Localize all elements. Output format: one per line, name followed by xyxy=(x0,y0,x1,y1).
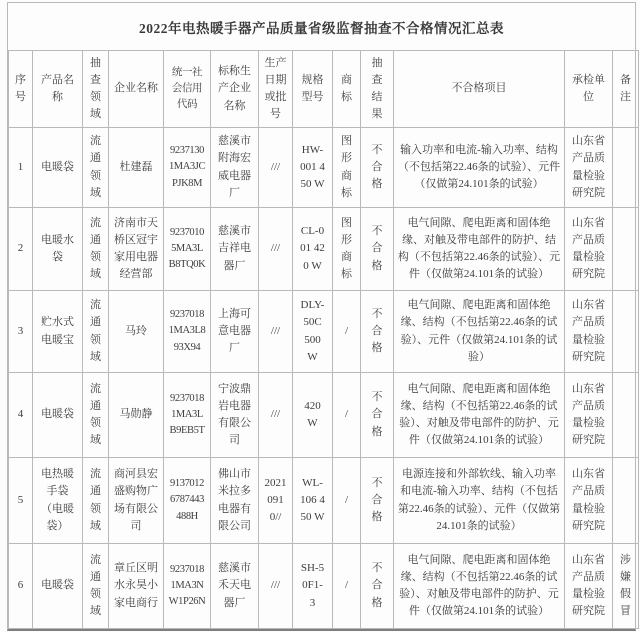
cell-credit-code: 92370181MA3NW1P26N xyxy=(164,544,211,629)
cell-product-name: 贮水式电暖宝 xyxy=(33,291,83,373)
cell-spec-model: DLY-50C 500 W xyxy=(293,291,333,373)
col-header-company-name: 企业名称 xyxy=(109,51,164,128)
cell-failed-items: 电气间隙、爬电距离和固体绝缘、对触及带电部件的防护、结构（不包括第22.46条的试验）、元件（仅做第24.101条的试验） xyxy=(394,208,565,291)
cell-company: 章丘区明水永昊小家电商行 xyxy=(109,544,164,629)
cell-credit-code: 91370126787443488H xyxy=(164,458,211,544)
cell-index: 6 xyxy=(9,544,33,629)
cell-remark xyxy=(613,291,639,373)
page-title: 2022年电热暖手器产品质量省级监督抽查不合格情况汇总表 xyxy=(139,20,504,36)
table-row xyxy=(9,458,639,544)
cell-spec-model: SH-50F1-3 xyxy=(293,544,333,629)
col-header-index: 序号 xyxy=(9,51,33,128)
cell-result: 不合格 xyxy=(361,458,394,544)
cell-index: 4 xyxy=(9,373,33,458)
cell-spec-model: 420 W xyxy=(293,373,333,458)
cell-remark xyxy=(613,373,639,458)
cell-manufacturer: 慈溪市禾天电器厂 xyxy=(211,544,259,629)
table-row xyxy=(9,291,639,373)
cell-trademark: 图形商标 xyxy=(333,208,361,291)
cell-agency: 山东省产品质量检验研究院 xyxy=(565,544,613,629)
cell-product-name: 电热暖手袋（电暖袋） xyxy=(33,458,83,544)
cell-company: 商河县宏盛购物广场有限公司 xyxy=(109,458,164,544)
cell-result: 不合格 xyxy=(361,373,394,458)
table-row xyxy=(9,128,639,208)
cell-company: 马玲 xyxy=(109,291,164,373)
cell-product-name: 电暖袋 xyxy=(33,544,83,629)
summary-table xyxy=(8,50,639,629)
cell-trademark: 图形商标 xyxy=(333,128,361,208)
col-header-trademark: 商标 xyxy=(333,51,361,128)
cell-inspection-field: 流通领域 xyxy=(83,373,109,458)
cell-date-batch: 20210910// xyxy=(259,458,293,544)
cell-result: 不合格 xyxy=(361,208,394,291)
cell-credit-code: 92370181MA3LB9EB5T xyxy=(164,373,211,458)
cell-product-name: 电暖水袋 xyxy=(33,208,83,291)
table-row xyxy=(9,208,639,291)
cell-index: 2 xyxy=(9,208,33,291)
cell-remark xyxy=(613,208,639,291)
cell-failed-items: 电源连接和外部软线、输入功率和电流-输入功率、结构（不包括第22.46条的试验）、元件（仅做第24.101条的试验） xyxy=(394,458,565,544)
cell-agency: 山东省产品质量检验研究院 xyxy=(565,208,613,291)
col-header-spec-model: 规格型号 xyxy=(293,51,333,128)
cell-inspection-field: 流通领域 xyxy=(83,291,109,373)
cell-credit-code: 92370181MA3L893X94 xyxy=(164,291,211,373)
cell-remark: 涉嫌假冒 xyxy=(613,544,639,629)
col-header-testing-agency: 承检单位 xyxy=(565,51,613,128)
cell-manufacturer: 上海可意电器厂 xyxy=(211,291,259,373)
cell-index: 3 xyxy=(9,291,33,373)
table-row xyxy=(9,544,639,629)
cell-agency: 山东省产品质量检验研究院 xyxy=(565,291,613,373)
cell-manufacturer: 慈溪市附海宏威电器厂 xyxy=(211,128,259,208)
cell-date-batch: /// xyxy=(259,128,293,208)
cell-credit-code: 92371301MA3JCPJK8M xyxy=(164,128,211,208)
cell-date-batch: /// xyxy=(259,291,293,373)
summary-sheet xyxy=(7,2,636,631)
cell-credit-code: 92370105MA3LB8TQ0K xyxy=(164,208,211,291)
cell-company: 马勋静 xyxy=(109,373,164,458)
cell-remark xyxy=(613,458,639,544)
cell-agency: 山东省产品质量检验研究院 xyxy=(565,128,613,208)
cell-failed-items: 电气间隙、爬电距离和固体绝缘、结构（不包括第22.46条的试验）、对触及带电部件的防护、元件（仅做第24.101条的试验） xyxy=(394,373,565,458)
cell-date-batch: /// xyxy=(259,373,293,458)
cell-inspection-field: 流通领域 xyxy=(83,544,109,629)
cell-spec-model: WL-106 450 W xyxy=(293,458,333,544)
cell-date-batch: /// xyxy=(259,208,293,291)
col-header-production-date: 生产日期或批号 xyxy=(259,51,293,128)
cell-manufacturer: 慈溪市吉祥电器厂 xyxy=(211,208,259,291)
cell-trademark: / xyxy=(333,373,361,458)
cell-trademark: / xyxy=(333,458,361,544)
cell-product-name: 电暖袋 xyxy=(33,373,83,458)
cell-company: 济南市天桥区冠宇家用电器经营部 xyxy=(109,208,164,291)
cell-agency: 山东省产品质量检验研究院 xyxy=(565,458,613,544)
col-header-inspection-field: 抽查领域 xyxy=(83,51,109,128)
table-row xyxy=(9,373,639,458)
cell-index: 1 xyxy=(9,128,33,208)
cell-date-batch: /// xyxy=(259,544,293,629)
header-row xyxy=(9,51,639,128)
cell-inspection-field: 流通领域 xyxy=(83,208,109,291)
cell-remark xyxy=(613,128,639,208)
col-header-result: 抽查结果 xyxy=(361,51,394,128)
cell-result: 不合格 xyxy=(361,544,394,629)
cell-manufacturer: 佛山市米拉多电器有限公司 xyxy=(211,458,259,544)
cell-company: 杜建磊 xyxy=(109,128,164,208)
col-header-manufacturer: 标称生产企业名称 xyxy=(211,51,259,128)
cell-trademark: / xyxy=(333,544,361,629)
cell-product-name: 电暖袋 xyxy=(33,128,83,208)
cell-inspection-field: 流通领域 xyxy=(83,128,109,208)
cell-inspection-field: 流通领域 xyxy=(83,458,109,544)
col-header-remarks: 备注 xyxy=(613,51,639,128)
col-header-credit-code: 统一社会信用代码 xyxy=(164,51,211,128)
cell-failed-items: 电气间隙、爬电距离和固体绝缘、结构（不包括第22.46条的试验）、元件（仅做第24.101条的试验） xyxy=(394,291,565,373)
col-header-failed-items: 不合格项目 xyxy=(394,51,565,128)
cell-index: 5 xyxy=(9,458,33,544)
cell-spec-model: CL-001 420 W xyxy=(293,208,333,291)
cell-manufacturer: 宁波鼎岩电器有限公司 xyxy=(211,373,259,458)
cell-failed-items: 电气间隙、爬电距离和固体绝缘、结构（不包括第22.46条的试验）、对触及带电部件的防护、元件（仅做第24.101条的试验） xyxy=(394,544,565,629)
col-header-product-name: 产品名称 xyxy=(33,51,83,128)
cell-result: 不合格 xyxy=(361,128,394,208)
cell-result: 不合格 xyxy=(361,291,394,373)
cell-agency: 山东省产品质量检验研究院 xyxy=(565,373,613,458)
cell-failed-items: 输入功率和电流-输入功率、结构（不包括第22.46条的试验）、元件（仅做第24.101条的试验） xyxy=(394,128,565,208)
cell-spec-model: HW-001 450 W xyxy=(293,128,333,208)
cell-trademark: / xyxy=(333,291,361,373)
